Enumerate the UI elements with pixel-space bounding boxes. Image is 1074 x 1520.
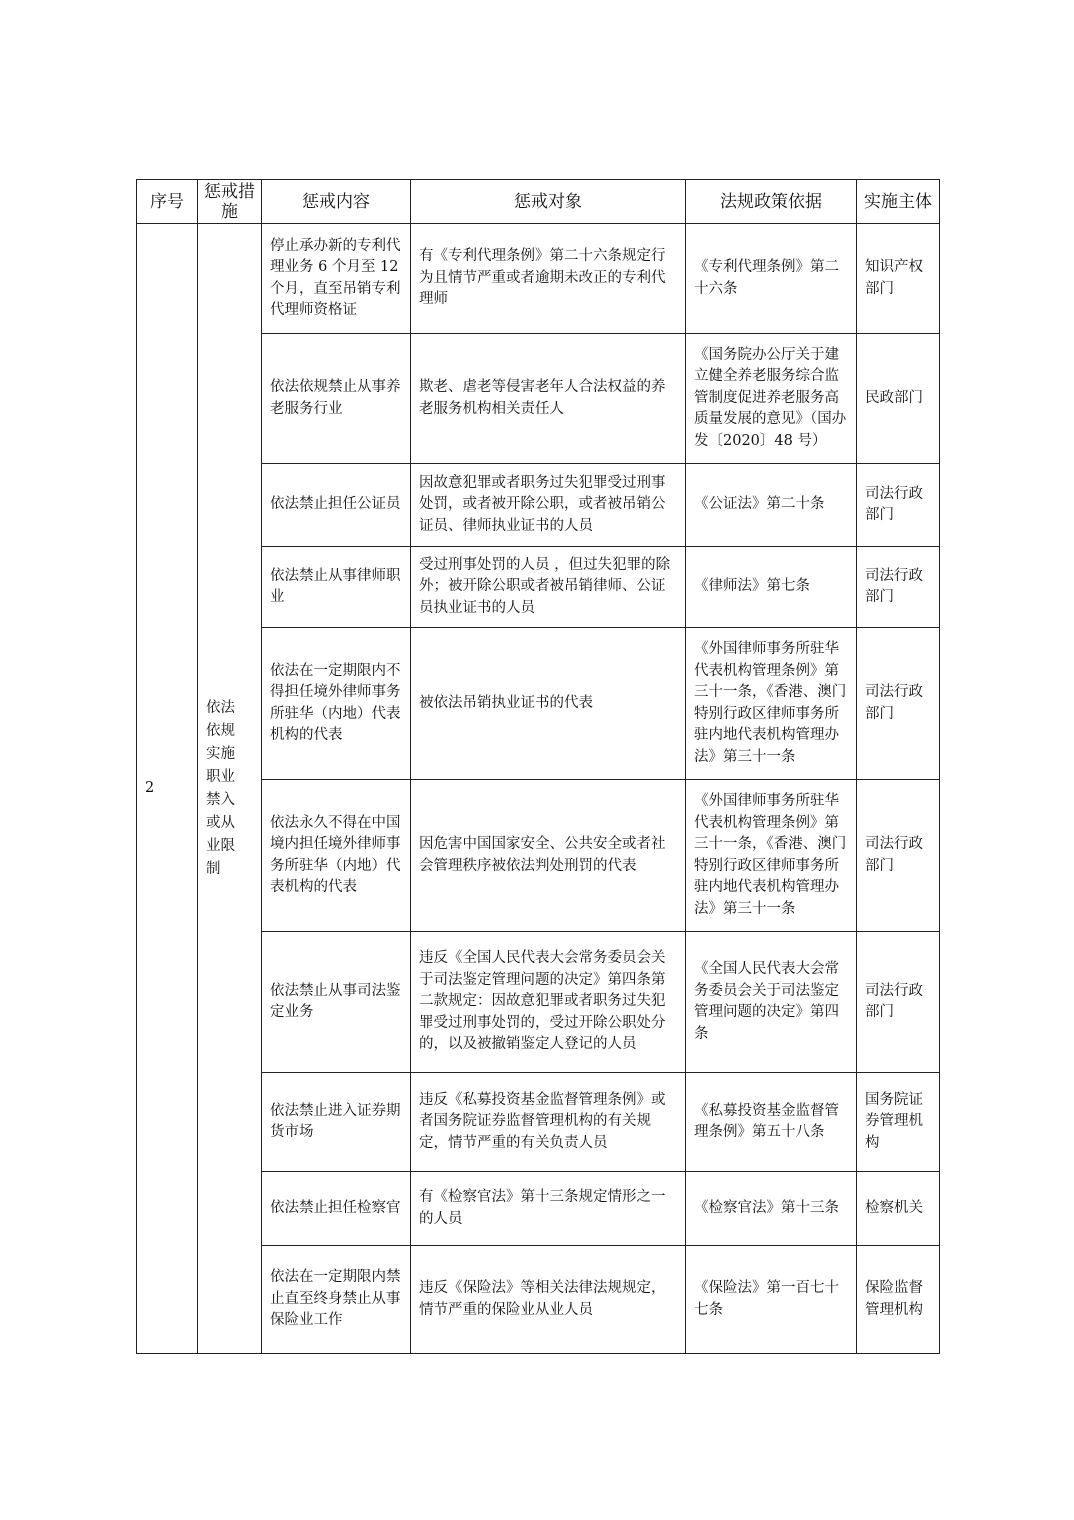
header-measure: 惩戒措施	[198, 180, 262, 224]
header-basis: 法规政策依据	[686, 180, 857, 224]
basis-cell: 《公证法》第二十条	[686, 464, 857, 547]
content-cell: 依法禁止从事司法鉴定业务	[262, 932, 411, 1073]
basis-cell: 《全国人民代表大会常务委员会关于司法鉴定管理问题的决定》第四条	[686, 932, 857, 1073]
measure-cell	[198, 224, 262, 1354]
content-cell: 依法禁止担任检察官	[262, 1172, 411, 1246]
subject-cell: 司法行政部门	[857, 547, 940, 628]
subject-cell: 民政部门	[857, 334, 940, 464]
target-cell: 欺老、虐老等侵害老年人合法权益的养老服务机构相关责任人	[411, 334, 686, 464]
subject-cell: 国务院证券管理机构	[857, 1073, 940, 1172]
content-cell: 依法在一定期限内禁止直至终身禁止从事保险业工作	[262, 1246, 411, 1354]
target-cell: 违反《保险法》等相关法律法规规定，情节严重的保险业从业人员	[411, 1246, 686, 1354]
subject-cell: 保险监督管理机构	[857, 1246, 940, 1354]
content-cell: 依法永久不得在中国境内担任境外律师事务所驻华（内地）代表机构的代表	[262, 780, 411, 932]
target-cell: 有《专利代理条例》第二十六条规定行为且情节严重或者逾期未改正的专利代理师	[411, 224, 686, 334]
target-cell: 因危害中国国家安全、公共安全或者社会管理秩序被依法判处刑罚的代表	[411, 780, 686, 932]
basis-cell: 《外国律师事务所驻华代表机构管理条例》第三十一条，《香港、澳门特别行政区律师事务所驻内地代表机构管理办法》第三十一条	[686, 628, 857, 780]
content-cell: 依法在一定期限内不得担任境外律师事务所驻华（内地）代表机构的代表	[262, 628, 411, 780]
subject-cell: 司法行政部门	[857, 628, 940, 780]
basis-cell: 《律师法》第七条	[686, 547, 857, 628]
content-cell: 依法禁止从事律师职业	[262, 547, 411, 628]
subject-cell: 知识产权部门	[857, 224, 940, 334]
subject-cell: 司法行政部门	[857, 932, 940, 1073]
basis-cell: 《外国律师事务所驻华代表机构管理条例》第三十一条，《香港、澳门特别行政区律师事务所驻内地代表机构管理办法》第三十一条	[686, 780, 857, 932]
header-row	[137, 180, 940, 224]
subject-cell: 司法行政部门	[857, 780, 940, 932]
subject-cell: 检察机关	[857, 1172, 940, 1246]
content-cell: 停止承办新的专利代理业务 6 个月至 12 个月，直至吊销专利代理师资格证	[262, 224, 411, 334]
basis-cell: 《专利代理条例》第二十六条	[686, 224, 857, 334]
measures-table	[136, 179, 940, 1354]
target-cell: 因故意犯罪或者职务过失犯罪受过刑事处罚，或者被开除公职，或者被吊销公证员、律师执业证书的人员	[411, 464, 686, 547]
target-cell: 被依法吊销执业证书的代表	[411, 628, 686, 780]
seq-cell: 2	[137, 224, 198, 1354]
content-cell: 依法禁止担任公证员	[262, 464, 411, 547]
basis-cell: 《私募投资基金监督管理条例》第五十八条	[686, 1073, 857, 1172]
target-cell: 违反《私募投资基金监督管理条例》或者国务院证券监督管理机构的有关规定，情节严重的有关负责人员	[411, 1073, 686, 1172]
header-subject: 实施主体	[857, 180, 940, 224]
header-content: 惩戒内容	[262, 180, 411, 224]
table-row	[137, 224, 940, 334]
target-cell: 有《检察官法》第十三条规定情形之一的人员	[411, 1172, 686, 1246]
target-cell: 受过刑事处罚的人员 ，但过失犯罪的除外；被开除公职或者被吊销律师、公证员执业证书的人员	[411, 547, 686, 628]
content-cell: 依法依规禁止从事养老服务行业	[262, 334, 411, 464]
target-cell: 违反《全国人民代表大会常务委员会关于司法鉴定管理问题的决定》第四条第二款规定：因故意犯罪或者职务过失犯罪受过刑事处罚的，受过开除公职处分的，以及被撤销鉴定人登记的人员	[411, 932, 686, 1073]
basis-cell: 《检察官法》第十三条	[686, 1172, 857, 1246]
basis-cell: 《国务院办公厅关于建立健全养老服务综合监管制度促进养老服务高质量发展的意见》（国办发〔2020〕48 号）	[686, 334, 857, 464]
measure-text: 依法依规实施职业禁入或从业限制	[206, 699, 235, 877]
header-seq: 序号	[137, 180, 198, 224]
basis-cell: 《保险法》第一百七十七条	[686, 1246, 857, 1354]
header-target: 惩戒对象	[411, 180, 686, 224]
subject-cell: 司法行政部门	[857, 464, 940, 547]
content-cell: 依法禁止进入证券期货市场	[262, 1073, 411, 1172]
